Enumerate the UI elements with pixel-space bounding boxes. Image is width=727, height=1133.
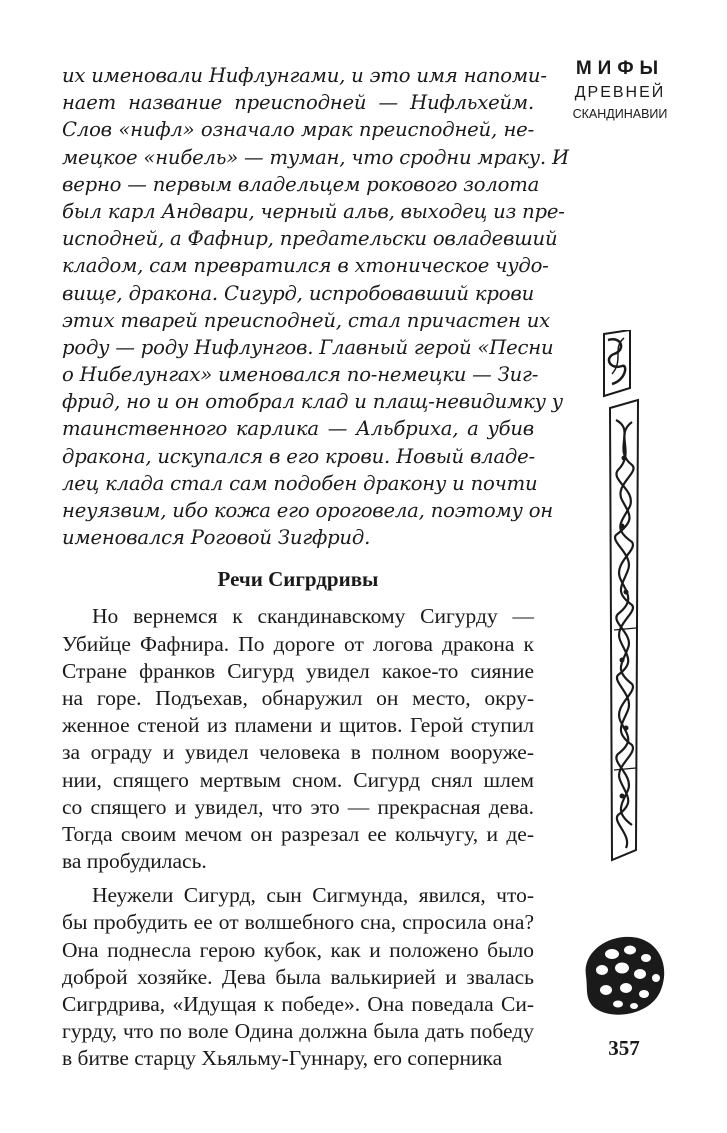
text-line: дракона, искупался в его крови. Новый владе- — [62, 444, 535, 468]
text-line: мецкое «нибель» — туман, что сродни мраку. И — [62, 145, 569, 169]
text-line: за ограду и увидел человека в полном вооруже- — [62, 740, 534, 765]
text-line: был карл Андвари, черный альв, выходец из пре- — [62, 199, 565, 223]
text-line: неуязвим, ибо кожа его ороговела, поэтому он — [62, 499, 554, 522]
text-line: Она поднесла герою кубок, как и положено было — [62, 937, 534, 962]
text-line: в битве старцу Хьяльму-Гуннару, его соперника — [62, 1046, 503, 1071]
text-line: о Нибелунгах» именовался по-немецки — Зиг- — [62, 363, 539, 387]
text-line: Но вернемся к скандинавскому Сигурду — — [92, 604, 534, 629]
shell-ornament-icon — [572, 930, 672, 1020]
text-line: их именовали Нифлунгами, и это имя напоми- — [62, 64, 547, 87]
text-line: ва пробудилась. — [62, 849, 207, 874]
text-line: нии, спящего мертвым сном. Сигурд снял шлем — [62, 767, 534, 792]
text-line: лец клада стал сам подобен дракону и почти — [62, 471, 538, 495]
text-line: со спящего и увидел, что это — прекрасная дева. — [62, 794, 534, 819]
text-line: этих тварей преисподней, стал причастен их — [62, 308, 551, 332]
section-heading: Речи Сигрдривы — [217, 567, 379, 592]
text-line: Стране франков Сигурд увидел какое-то сияние — [62, 658, 534, 683]
text-line: Тогда своим мечом он разрезал ее кольчугу, и де- — [62, 821, 534, 846]
text-line: исподней, а Фафнир, предательски овладевший — [62, 227, 558, 251]
text-line: верно — первым владельцем рокового золота — [62, 172, 540, 196]
text-line: Неужели Сигурд, сын Сигмунда, явился, что- — [92, 883, 534, 908]
page-number: 357 — [608, 1036, 640, 1060]
running-head-line-2: ДРЕВНЕЙ — [574, 84, 666, 101]
text-line: фрид, но и он отобрал клад и плащ-невидимку у — [62, 390, 563, 414]
carved-knotwork-strip-icon — [592, 330, 652, 870]
running-head-line-1: МИФЫ — [575, 58, 665, 79]
text-line: бы пробудить ее от волшебного сна, спросила она? — [62, 910, 534, 935]
paragraph-3 — [62, 882, 534, 1072]
text-line: Убийце Фафнира. По дороге от логова дракона к — [62, 631, 534, 656]
text-line: роду — роду Нифлунгов. Главный герой «Песни — [62, 335, 554, 359]
text-line: кладом, сам превратился в хтоническое чудо- — [62, 254, 549, 278]
text-line: на горе. Подъехав, обнаружил он место, окру- — [62, 685, 534, 710]
italic-paragraph — [62, 62, 569, 551]
paragraph-2 — [62, 603, 534, 875]
text-line: Сигрдрива, «Идущая к победе». Она поведала Си- — [62, 992, 534, 1016]
running-head-line-3: СКАНДИНАВИИ — [572, 107, 668, 121]
text-line: Слов «нифл» означало мрак преисподней, не- — [62, 118, 534, 142]
main-text-column — [62, 62, 569, 1073]
text-line: гурду, что по воле Одина должна была дать победу — [62, 1019, 534, 1044]
text-line: доброй хозяйке. Дева была валькирией и звалась — [62, 964, 534, 989]
text-line: вище, дракона. Сигурд, испробовавший крови — [62, 281, 534, 305]
text-line: именовался Роговой Зигфрид. — [62, 526, 371, 550]
text-line: нает название преисподней — Нифльхейм. — [62, 91, 534, 115]
text-line: женное стеной из пламени и щитов. Герой ступил — [62, 713, 534, 738]
running-head — [570, 56, 670, 124]
text-line: таинственного карлика — Альбриха, а убив — [62, 417, 534, 441]
